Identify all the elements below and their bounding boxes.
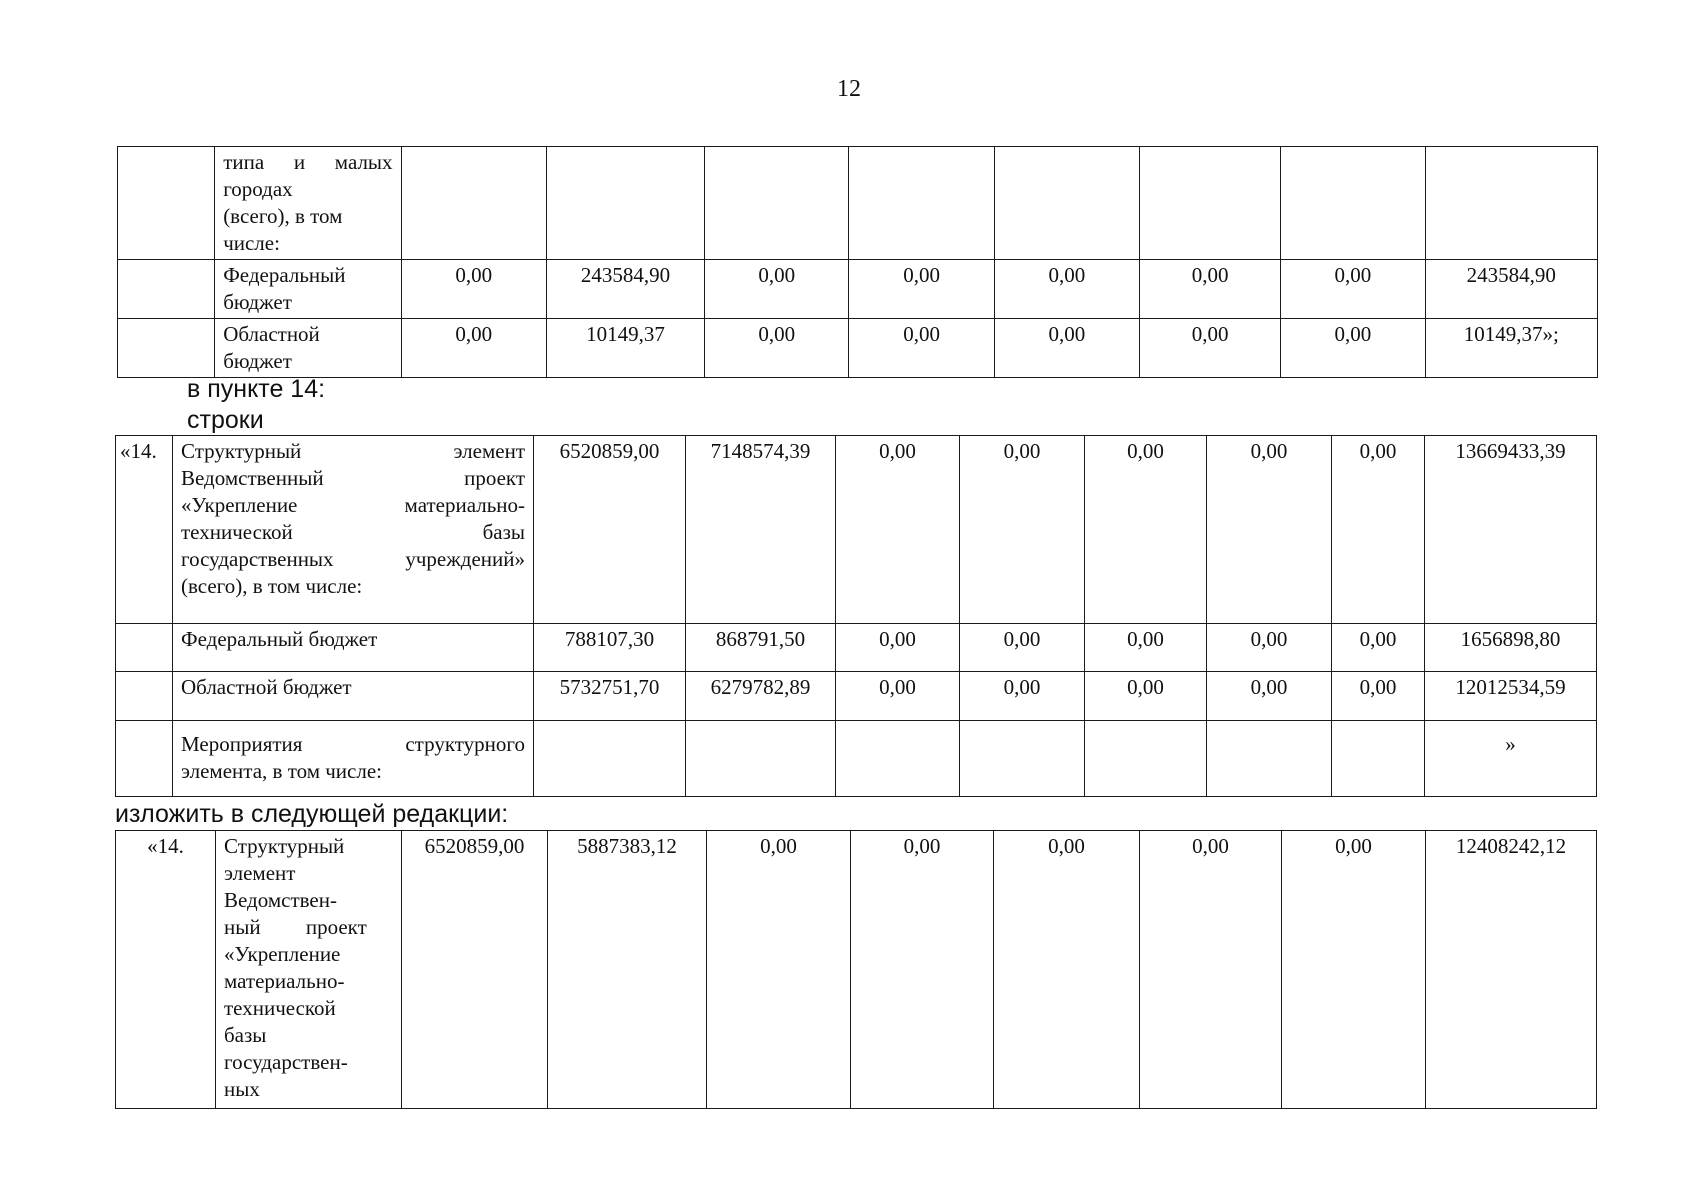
label-line: «Укрепление материально- bbox=[181, 493, 525, 517]
value-cell: 0,00 bbox=[994, 260, 1139, 319]
table-row bbox=[118, 147, 1598, 260]
value-cell bbox=[401, 147, 546, 260]
value-cell bbox=[1140, 147, 1281, 260]
label-line: элемента, в том числе: bbox=[181, 759, 382, 783]
row-number-cell bbox=[118, 260, 215, 319]
instruction-in-item-14: в пункте 14: bbox=[187, 375, 326, 403]
value-cell: 5887383,12 bbox=[548, 831, 707, 1109]
label-line: бюджет bbox=[223, 349, 292, 373]
value-cell: 0,00 bbox=[1281, 319, 1425, 378]
row-number-cell: «14. bbox=[116, 436, 173, 624]
value-cell: 0,00 bbox=[1282, 831, 1426, 1109]
table-row bbox=[116, 831, 1597, 1109]
value-cell: 243584,90 bbox=[546, 260, 704, 319]
budget-table-new-rows bbox=[115, 830, 1597, 1109]
instruction-rows: строки bbox=[187, 406, 264, 434]
value-cell: 0,00 bbox=[849, 319, 994, 378]
table-row bbox=[118, 260, 1598, 319]
value-cell: 0,00 bbox=[994, 831, 1140, 1109]
label-line: числе: bbox=[223, 231, 280, 255]
value-cell: 0,00 bbox=[401, 319, 546, 378]
row-number-cell bbox=[118, 147, 215, 260]
label-line: Структурный элемент bbox=[181, 439, 525, 463]
value-cell: 0,00 bbox=[960, 672, 1085, 721]
table-row bbox=[116, 721, 1597, 797]
value-cell: 0,00 bbox=[1085, 436, 1207, 624]
label-line: материально- bbox=[224, 969, 345, 993]
label-line: элемент bbox=[224, 861, 296, 885]
value-cell: 0,00 bbox=[1332, 672, 1425, 721]
row-label-cell bbox=[215, 260, 401, 319]
value-cell: 1656898,80 bbox=[1425, 624, 1597, 672]
value-cell: 0,00 bbox=[1140, 831, 1282, 1109]
value-cell bbox=[994, 147, 1139, 260]
budget-table-old-rows bbox=[115, 435, 1597, 797]
label-line: «Укрепление bbox=[224, 942, 341, 966]
value-cell bbox=[686, 721, 836, 797]
label-line: ный проект bbox=[224, 915, 367, 939]
value-cell: 6520859,00 bbox=[534, 436, 686, 624]
value-cell: 0,00 bbox=[401, 260, 546, 319]
value-cell: 0,00 bbox=[707, 831, 851, 1109]
label-line: Ведомствен- bbox=[224, 888, 337, 912]
value-cell bbox=[1207, 721, 1332, 797]
value-cell: 868791,50 bbox=[686, 624, 836, 672]
value-cell bbox=[1332, 721, 1425, 797]
value-cell: 0,00 bbox=[1281, 260, 1425, 319]
label-line: (всего), в том числе: bbox=[181, 574, 363, 598]
instruction-new-wording: изложить в следующей редакции: bbox=[115, 800, 509, 828]
value-cell: 0,00 bbox=[960, 624, 1085, 672]
value-cell: 0,00 bbox=[1332, 624, 1425, 672]
label-line: Федеральный bbox=[223, 263, 346, 287]
value-cell: 0,00 bbox=[836, 436, 960, 624]
value-cell: 12408242,12 bbox=[1426, 831, 1597, 1109]
value-cell: 0,00 bbox=[1140, 319, 1281, 378]
value-cell bbox=[546, 147, 704, 260]
label-line: ных bbox=[224, 1077, 260, 1101]
value-cell bbox=[705, 147, 849, 260]
value-cell: 0,00 bbox=[1207, 624, 1332, 672]
row-label-cell: Федеральный бюджет bbox=[173, 624, 534, 672]
row-label-cell bbox=[215, 147, 401, 260]
value-cell: 0,00 bbox=[849, 260, 994, 319]
value-cell bbox=[836, 721, 960, 797]
label-line: технической bbox=[224, 996, 336, 1020]
label-line: Ведомственный проект bbox=[181, 466, 525, 490]
value-cell: 0,00 bbox=[960, 436, 1085, 624]
value-cell bbox=[960, 721, 1085, 797]
label-line: Областной bbox=[223, 322, 320, 346]
value-cell: 10149,37 bbox=[546, 319, 704, 378]
label-line: технической базы bbox=[181, 520, 525, 544]
row-number-cell bbox=[118, 319, 215, 378]
label-line: Структурный bbox=[224, 834, 345, 858]
value-cell: 0,00 bbox=[1140, 260, 1281, 319]
label-line: городах bbox=[223, 177, 293, 201]
value-cell: 0,00 bbox=[1085, 624, 1207, 672]
value-cell: » bbox=[1425, 721, 1597, 797]
label-line: государствен- bbox=[224, 1050, 348, 1074]
value-cell bbox=[1425, 147, 1597, 260]
value-cell: 6279782,89 bbox=[686, 672, 836, 721]
table-row bbox=[116, 436, 1597, 624]
row-number-cell bbox=[116, 721, 173, 797]
value-cell: 0,00 bbox=[705, 260, 849, 319]
value-cell: 5732751,70 bbox=[534, 672, 686, 721]
value-cell bbox=[1281, 147, 1425, 260]
value-cell: 243584,90 bbox=[1425, 260, 1597, 319]
label-line: государственных учреждений» bbox=[181, 547, 525, 571]
value-cell: 7148574,39 bbox=[686, 436, 836, 624]
label-line: (всего), в том bbox=[223, 204, 343, 228]
value-cell: 0,00 bbox=[851, 831, 994, 1109]
label-line: базы bbox=[224, 1023, 267, 1047]
row-label-cell bbox=[173, 436, 534, 624]
budget-table-continued bbox=[117, 146, 1598, 378]
row-label-cell: Областной бюджет bbox=[173, 672, 534, 721]
value-cell: 0,00 bbox=[705, 319, 849, 378]
value-cell: 0,00 bbox=[1207, 672, 1332, 721]
value-cell: 788107,30 bbox=[534, 624, 686, 672]
label-line: Мероприятия структурного bbox=[181, 732, 525, 756]
value-cell: 0,00 bbox=[836, 672, 960, 721]
value-cell: 0,00 bbox=[1085, 672, 1207, 721]
value-cell: 10149,37»; bbox=[1425, 319, 1597, 378]
page-number: 12 bbox=[837, 76, 861, 102]
value-cell: 6520859,00 bbox=[402, 831, 548, 1109]
label-line: бюджет bbox=[223, 290, 292, 314]
value-cell bbox=[1085, 721, 1207, 797]
row-label-cell bbox=[216, 831, 402, 1109]
row-number-cell bbox=[116, 624, 173, 672]
value-cell: 0,00 bbox=[1332, 436, 1425, 624]
row-label-cell bbox=[215, 319, 401, 378]
table-row bbox=[118, 319, 1598, 378]
table-row bbox=[116, 624, 1597, 672]
row-number-cell bbox=[116, 672, 173, 721]
label-line: типа и малых bbox=[223, 150, 393, 174]
value-cell: 0,00 bbox=[836, 624, 960, 672]
row-label-cell bbox=[173, 721, 534, 797]
table-row bbox=[116, 672, 1597, 721]
row-number-cell: «14. bbox=[116, 831, 216, 1109]
value-cell bbox=[534, 721, 686, 797]
value-cell: 0,00 bbox=[994, 319, 1139, 378]
value-cell: 12012534,59 bbox=[1425, 672, 1597, 721]
value-cell: 0,00 bbox=[1207, 436, 1332, 624]
value-cell bbox=[849, 147, 994, 260]
value-cell: 13669433,39 bbox=[1425, 436, 1597, 624]
